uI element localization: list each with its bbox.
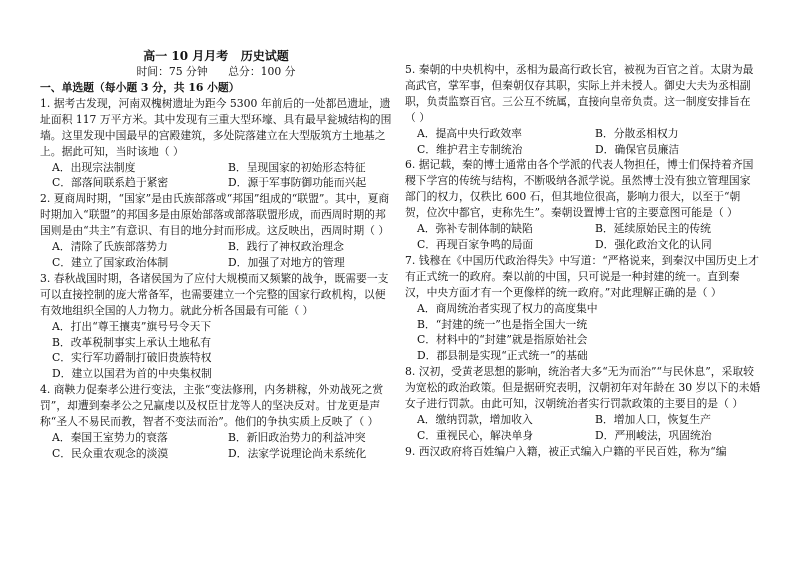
question-4: [40, 382, 392, 462]
option-b: B．增加人口，恢复生产: [595, 412, 711, 426]
option-d: D．强化政治文化的认同: [595, 237, 712, 251]
option-b: B．延续原始民主的传统: [595, 222, 711, 236]
option-a: A．秦国王室势力的衰落: [52, 430, 168, 444]
option-c: C．材料中的“封建”就是指原始社会: [417, 333, 588, 347]
question-stem: 8. 汉初，受黄老思想的影响，统治者大多“无为而治”“与民休息”，采取较为宽松的政治政策。但是据研究表明，汉朝初年对年龄在 30 岁以下的未婚女子进行罚款。由此可知，汉朝统治者实行罚款政策的主要目的是（ ）: [405, 365, 761, 411]
question-5: [405, 62, 761, 157]
option-b: B．“封建的统一”也是指全国大一统: [417, 317, 588, 331]
question-stem: 6. 据记载，秦的博士通常由各个学派的代表人物担任，博士们保持着齐国稷下学宫的传统与结构，不断吸纳各派学说。虽然博士没有独立管理国家部门的权力，仅秩比 600 石，但其地位很高，影响力很大，以至于“朝贺，位次中都官，吏称先生”。秦朝设置博士官的主要意图可能是（ ）: [405, 158, 754, 220]
option-c: C．部落间联系趋于紧密: [52, 176, 169, 190]
exam-meta: 时间：75 分钟 总分：100 分: [136, 65, 296, 78]
option-a: A．打出“尊王攘夷”旗号号令天下: [52, 319, 212, 333]
option-b: B．改革税制事实上承认土地私有: [52, 335, 212, 349]
option-b: B．新旧政治势力的利益冲突: [228, 430, 366, 444]
question-9: [405, 444, 761, 460]
option-c: C．实行军功爵制打破旧贵族特权: [52, 351, 212, 365]
question-stem: 7. 钱穆在《中国历代政治得失》中写道：“严格说来，到秦汉中国历史上才有正式统一的政府。秦以前的中国，只可说是一种封建的统一。直到秦汉，中央方面才有一个更像样的统一政府。”对此理解正确的是（ ）: [405, 253, 759, 299]
question-stem: 1. 据考古发现，河南双槐树遗址为距今 5300 年前后的一处都邑遗址，遗址面积 117 万平方米。其中发现有三重大型环壕、具有最早瓮城结构的围墙。这里发现中国最早的宫殿建筑，多处院落建立在大型版筑方土地基之上。据此可知，当时该地（ ）: [40, 96, 392, 158]
question-7: [405, 253, 761, 364]
question-3: [40, 271, 392, 382]
question-1: [40, 96, 392, 191]
question-stem: 9. 西汉政府将百姓编户入籍，被正式编入户籍的平民百姓，称为“编: [405, 444, 727, 458]
option-b: B．呈现国家的初始形态特征: [228, 160, 366, 174]
option-b: B．分散丞相权力: [595, 126, 679, 140]
question-stem: 2. 夏商周时期，“国家”是由氏族部落或“邦国”组成的“联盟”。其中，夏商时期加入“联盟”的邦国多是由原始部落或部落联盟形成，而西周时期的邦国则是由“共主”有意识、有目的地分封而形成。这反映出，西周时期（ ）: [40, 192, 390, 238]
left-column: [40, 80, 392, 462]
option-a: A．提高中央行政效率: [417, 126, 522, 140]
option-c: C．民众重农观念的淡漠: [52, 446, 169, 460]
option-d: D．源于军事防御功能而兴起: [228, 176, 367, 190]
option-d: D．加强了对地方的管理: [228, 255, 345, 269]
question-stem: 5. 秦朝的中央机构中，丞相为最高行政长官，被视为百官之首。太尉为最高武官，掌军事，但秦朝仅存其职，实际上并未授人。御史大夫为丞相副职，负责监察百官。三公互不统属，直接向皇帝负责。这一制度安排旨在（ ）: [405, 63, 754, 124]
question-6: [405, 157, 761, 252]
option-c: C．重视民心，解决单身: [417, 428, 534, 442]
option-b: B．践行了神权政治理念: [228, 240, 344, 254]
option-a: A．商周统治者实现了权力的高度集中: [417, 301, 598, 315]
option-a: A．缴纳罚款，增加收入: [417, 412, 533, 426]
question-stem: 3. 春秋战国时期，各诸侯国为了应付大规模而又频繁的战争，既需要一支可以直接控制的庞大常备军，也需要建立一个完整的国家行政机构，以便有效地组织全国的人力物力。就此分析各国最有可能（ ）: [40, 271, 389, 317]
section-title: 一、单选题（每小题 3 分，共 16 小题）: [40, 81, 240, 94]
exam-title: 高一 10 月月考 历史试题: [143, 49, 289, 63]
question-8: [405, 364, 761, 444]
option-d: D．法家学说理论尚未系统化: [228, 446, 367, 460]
option-a: A．清除了氏族部落势力: [52, 240, 168, 254]
option-d: D．确保官员廉洁: [595, 142, 680, 156]
exam-header: [40, 48, 392, 80]
option-d: D．严刑峻法，巩固统治: [595, 428, 712, 442]
option-a: A．出现宗法制度: [52, 160, 136, 174]
option-d: D．郡县制是实现“正式统一”的基础: [417, 349, 588, 363]
question-stem: 4. 商鞅力促秦孝公进行变法，主张“变法修刑，内务耕稼，外劝战死之赏罚”，却遭到秦孝公之兄赢虔以及权臣甘龙等人的坚决反对。甘龙更是声称“圣人不易民而教，智者不变法而治”。他们的争执实质上反映了（ ）: [40, 383, 384, 429]
question-2: [40, 191, 392, 271]
right-column: [405, 62, 761, 460]
option-c: C．维护君主专制统治: [417, 142, 523, 156]
option-c: C．建立了国家政治体制: [52, 255, 169, 269]
option-a: A．弥补专制体制的缺陷: [417, 222, 533, 236]
option-d: D．建立以国君为首的中央集权制: [52, 367, 212, 381]
option-c: C．再现百家争鸣的局面: [417, 237, 534, 251]
